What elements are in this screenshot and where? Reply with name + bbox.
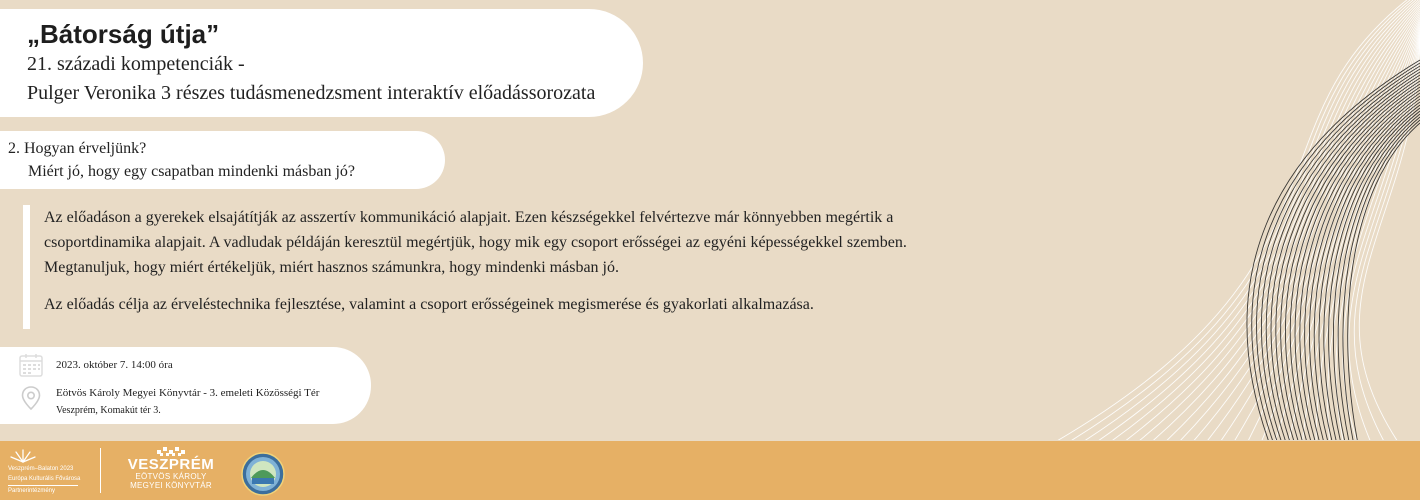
library-logo-line-2: MEGYEI KÖNYVTÁR (130, 481, 212, 490)
logo1-line-2: Európa Kulturális Fővárosa (8, 476, 81, 482)
logo1-line-3: Partnerintézmény (8, 485, 78, 495)
subtitle-line-1: 21. századi kompetenciák - (27, 53, 245, 75)
subtitle-line-2: Pulger Veronika 3 részes tudásmenedzsment interaktív előadássorozata (27, 82, 596, 104)
ekf-partner-logo (8, 447, 98, 495)
description-paragraph-2: Az előadás célja az érveléstechnika fejlesztése, valamint a csoport erősségeinek megismerése és gyakorlati alkalmazása. (44, 296, 814, 313)
logo1-line-1: Veszprém–Balaton 2023 (8, 466, 74, 472)
question-card (0, 131, 445, 189)
round-emblem-logo (241, 452, 285, 496)
description-paragraph-1: Az előadáson a gyerekek elsajátítják az asszertív kommunikáció alapjait. Ezen készségekkel felvértezve már könnyebben megértik a csoportdinamika alapjait. A vadludak példáján keresztül megértjük, hogy mik egy csoport erősségei az egyéni képességekkel szemben. Megtanuljuk, hogy miért értékeljük, miért hasznos számunkra, hogy mindenki másban jó. (44, 209, 907, 276)
decorative-wave-lines (1040, 0, 1420, 440)
event-location-row (18, 385, 319, 419)
event-address: Veszprém, Komakút tér 3. (56, 405, 161, 416)
footer-bar (0, 441, 1420, 500)
event-datetime: 2023. október 7. 14:00 óra (56, 359, 173, 371)
event-info-card (0, 347, 371, 424)
page-title: „Bátorság útja” (27, 19, 220, 49)
event-date-row (18, 352, 173, 378)
footer-divider (100, 448, 101, 493)
event-location: Eötvös Károly Megyei Könyvtár - 3. emeleti Közösségi Tér (56, 387, 320, 399)
question-line-1: 2. Hogyan érveljünk? (8, 140, 147, 157)
location-pin-icon (18, 385, 44, 411)
description-block (23, 205, 963, 329)
library-logo (116, 447, 226, 490)
library-logo-title: VESZPRÉM (127, 456, 215, 473)
sunburst-icon (8, 447, 38, 463)
library-logo-line-1: EÖTVÖS KÁROLY (135, 472, 207, 481)
calendar-icon (18, 352, 44, 378)
question-line-2: Miért jó, hogy egy csapatban mindenki másban jó? (28, 163, 356, 180)
title-card (0, 9, 643, 117)
